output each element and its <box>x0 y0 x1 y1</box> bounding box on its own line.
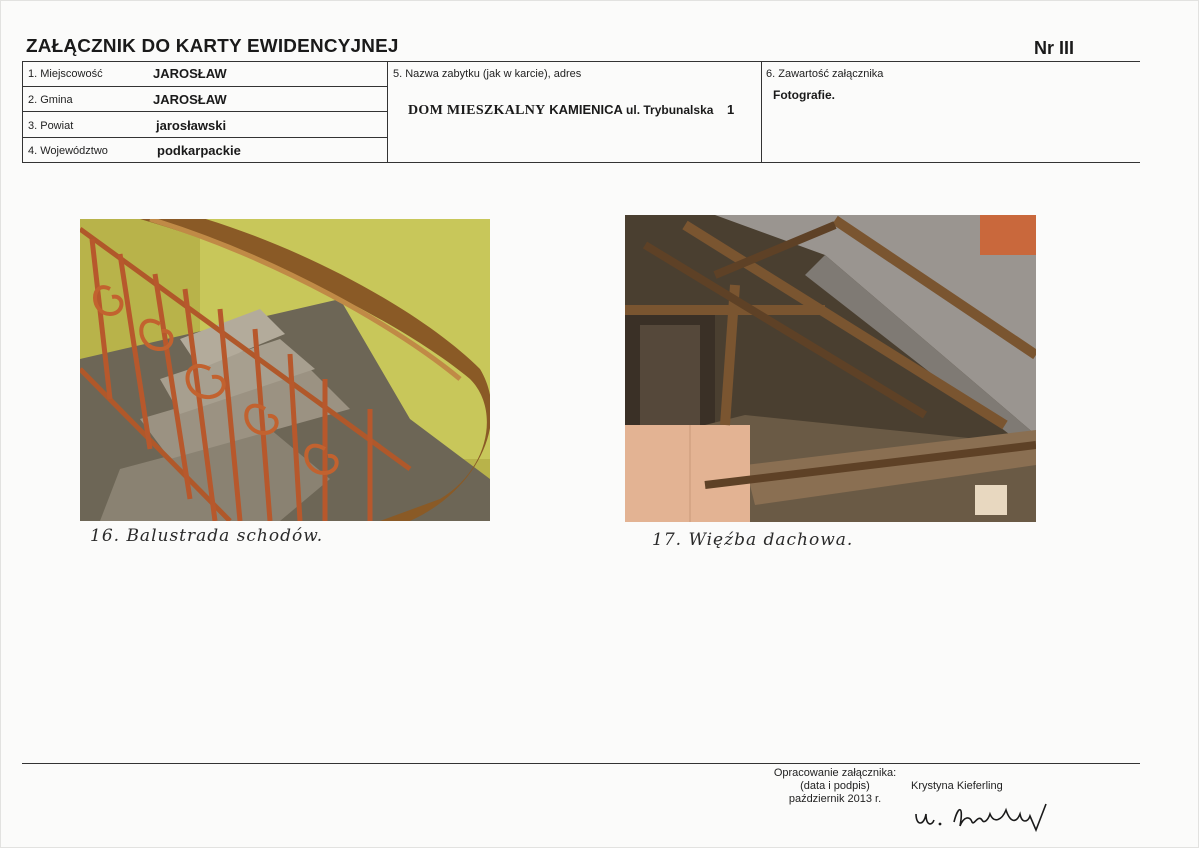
footer-prepared-label: Opracowanie załącznika: <box>773 767 897 779</box>
photo-staircase-balustrade <box>80 219 490 521</box>
monument-house-number: 1 <box>727 102 735 117</box>
footer-date-signature-label: (data i podpis) <box>800 780 870 792</box>
column-divider-2 <box>761 61 762 163</box>
field-value-wojewodztwo: podkarpackie <box>157 143 241 158</box>
photo-caption-2: 17. Więźba dachowa. <box>652 530 854 550</box>
handwritten-signature <box>910 800 1060 840</box>
field-value-zawartosc: Fotografie. <box>773 88 835 102</box>
field-label-miejscowosc: 1. Miejscowość <box>28 68 103 80</box>
row-divider-3 <box>22 137 387 138</box>
monument-name-part2: KAMIENICA <box>549 102 623 117</box>
footer-divider <box>22 763 1140 764</box>
photo-roof-truss <box>625 215 1036 522</box>
row-divider-1 <box>22 86 387 87</box>
roof-truss-image <box>625 215 1036 522</box>
footer-date: październik 2013 r. <box>788 793 882 805</box>
field-label-powiat: 3. Powiat <box>28 120 74 132</box>
footer-author-name: Krystyna Kieferling <box>911 780 1003 792</box>
document-title: ZAŁĄCZNIK DO KARTY EWIDENCYJNEJ <box>26 36 399 56</box>
monument-name-part1: DOM MIESZKALNY <box>408 103 546 118</box>
field-label-gmina: 2. Gmina <box>28 94 73 106</box>
table-top-border <box>22 61 1140 62</box>
row-divider-2 <box>22 111 387 112</box>
column-divider-1 <box>387 61 388 163</box>
field-value-gmina: JAROSŁAW <box>153 92 227 107</box>
table-bottom-border <box>22 162 1140 163</box>
field-label-wojewodztwo: 4. Województwo <box>28 145 108 157</box>
staircase-image <box>80 219 490 521</box>
field-value-powiat: jarosławski <box>156 118 227 133</box>
footer-prepared-block <box>760 767 910 806</box>
monument-name-address <box>408 102 734 119</box>
field-label-zawartosc: 6. Zawartość załącznika <box>766 68 884 80</box>
monument-street: ul. Trybunalska <box>626 103 714 117</box>
field-value-miejscowosc: JAROSŁAW <box>153 66 227 81</box>
photo-caption-1: 16. Balustrada schodów. <box>90 526 324 546</box>
document-number: Nr III <box>1034 38 1075 58</box>
table-left-border <box>22 61 23 163</box>
field-label-nazwa: 5. Nazwa zabytku (jak w karcie), adres <box>393 68 582 80</box>
